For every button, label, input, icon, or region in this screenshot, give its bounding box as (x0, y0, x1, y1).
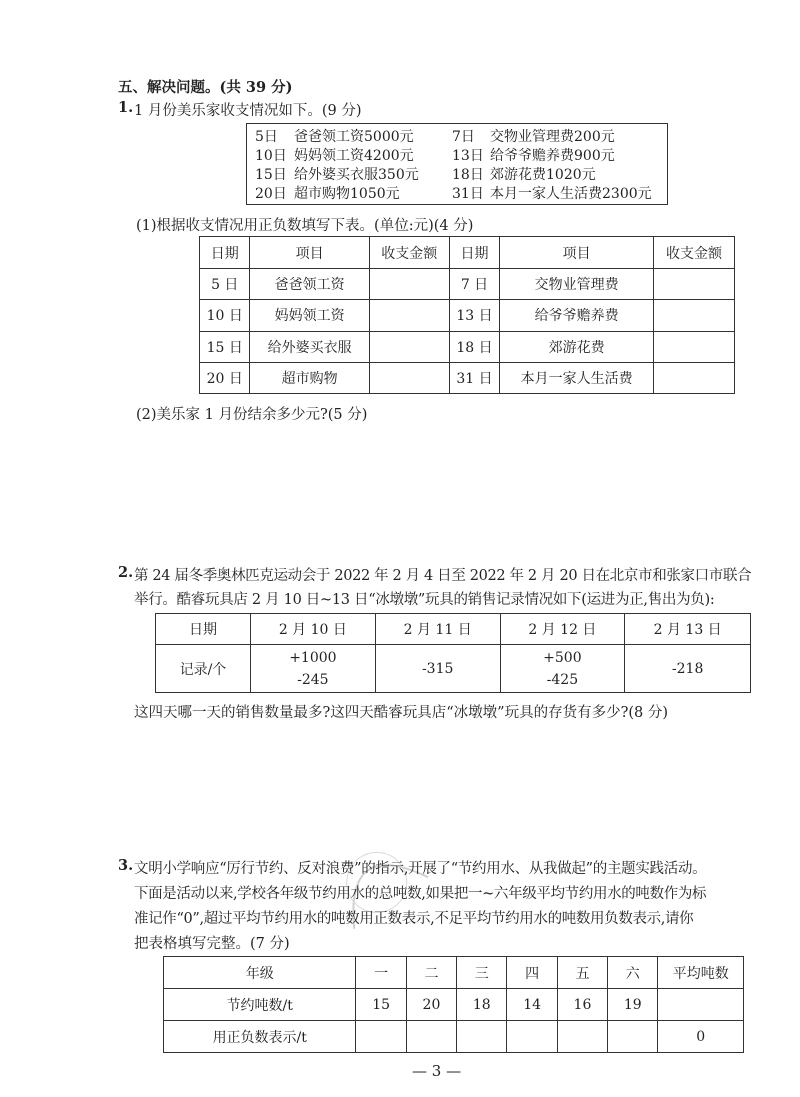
q3-row2-input[interactable] (507, 1021, 557, 1053)
q2-th-day-4: 2 月 13 日 (625, 614, 751, 645)
q1-th-date: 日期 (200, 237, 250, 269)
q1-box-item-8: 本月一家人生活费2300元 (490, 186, 652, 202)
q1-cell-date: 20 日 (200, 362, 250, 393)
q1-th-item-2: 项目 (500, 237, 654, 269)
q3-row2-label: 用正负数表示/t (164, 1021, 356, 1053)
q1-cell-date: 15 日 (200, 331, 250, 362)
q1-cell-item: 交物业管理费 (500, 269, 654, 300)
q1-box-item-3: 妈妈领工资4200元 (294, 148, 414, 164)
q1-th-date-2: 日期 (449, 237, 499, 269)
q2-line2: 举行。酷睿玩具店 2 月 10 日~13 日“冰墩墩”玩具的销售记录情况如下(运进为正,售出为负): (134, 592, 715, 608)
q3-number: 3. (118, 857, 134, 874)
q3-row1-cell: 19 (608, 989, 658, 1021)
q3-row1-label: 节约吨数/t (164, 989, 356, 1021)
q3-row2-average: 0 (658, 1021, 744, 1053)
q1-th-item: 项目 (250, 237, 369, 269)
q1-box-date-2: 7日 (452, 129, 475, 145)
q1-cell-date: 5 日 (200, 269, 250, 300)
q1-th-amount-2: 收支金额 (654, 237, 735, 269)
q1-cell-item: 给外婆买衣服 (250, 331, 369, 362)
q2-record-day-2 (375, 645, 500, 693)
q3-th-g4: 四 (507, 957, 557, 989)
q1-box-item-4: 给爷爷赡养费900元 (490, 148, 615, 164)
q3-th-g5: 五 (557, 957, 607, 989)
q1-box-item-5: 给外婆买衣服350元 (294, 167, 419, 183)
q3-row1-cell: 16 (557, 989, 607, 1021)
q3-th-average: 平均吨数 (658, 957, 744, 989)
q1-cell-item: 爸爸领工资 (250, 269, 369, 300)
q2-answer-area[interactable] (134, 725, 754, 835)
q2-th-day-3: 2 月 12 日 (500, 614, 625, 645)
q3-th-g6: 六 (608, 957, 658, 989)
q1-cell-amount-input[interactable] (654, 362, 735, 393)
q3-row1-cell: 18 (457, 989, 507, 1021)
q1-box-date-7: 20日 (255, 186, 287, 202)
q2-th-day-1: 2 月 10 日 (250, 614, 375, 645)
q3-row1-cell: 15 (356, 989, 406, 1021)
q3-row1-cell: 14 (507, 989, 557, 1021)
q1-cell-date: 31 日 (449, 362, 499, 393)
q3-row2-input[interactable] (457, 1021, 507, 1053)
q1-cell-date: 13 日 (449, 300, 499, 331)
q1-cell-item: 给爷爷赡养费 (500, 300, 654, 331)
q2-number: 2. (118, 564, 134, 581)
q1-cell-amount-input[interactable] (654, 269, 735, 300)
q2-record-day-3 (500, 645, 625, 693)
q1-box-date-8: 31日 (452, 186, 484, 202)
q1-sub1: (1)根据收支情况用正负数填写下表。(单位:元)(4 分) (136, 218, 474, 234)
q1-title: 1 月份美乐家收支情况如下。(9 分) (134, 103, 362, 119)
q2-record-value: -315 (421, 660, 454, 677)
q1-box-date-6: 18日 (452, 167, 484, 183)
q1-box-item-7: 超市购物1050元 (294, 186, 400, 202)
q1-cell-date: 10 日 (200, 300, 250, 331)
q2-th-date: 日期 (156, 614, 251, 645)
q1-cell-item: 郊游花费 (500, 331, 654, 362)
q3-row1-average-input[interactable] (658, 989, 744, 1021)
q2-record-value: -218 (671, 660, 704, 677)
q3-line1: 文明小学响应“厉行节约、反对浪费”的指示,开展了“节约用水、从我做起”的主题实践活动。 (134, 861, 707, 877)
q1-number: 1. (118, 99, 134, 116)
q1-box-date-5: 15日 (255, 167, 287, 183)
q3-row2-input[interactable] (406, 1021, 456, 1053)
q1-sub2: (2)美乐家 1 月份结余多少元?(5 分) (136, 407, 368, 423)
q1-cell-item: 本月一家人生活费 (500, 362, 654, 393)
q3-row2-input[interactable] (557, 1021, 607, 1053)
q2-record-value: +1000 (289, 649, 337, 666)
q1-cell-amount-input[interactable] (369, 331, 449, 362)
q1-box-item-6: 郊游花费1020元 (490, 167, 596, 183)
q1-cell-amount-input[interactable] (369, 269, 449, 300)
q1-table (199, 236, 735, 394)
q3-row2-input[interactable] (356, 1021, 406, 1053)
q1-cell-amount-input[interactable] (654, 331, 735, 362)
q1-box-date-3: 10日 (255, 148, 287, 164)
q1-cell-item: 妈妈领工资 (250, 300, 369, 331)
q3-th-grade: 年级 (164, 957, 356, 989)
q1-cell-item: 超市购物 (250, 362, 369, 393)
q2-table (155, 613, 751, 693)
q3-row2-input[interactable] (608, 1021, 658, 1053)
q1-box-item-1: 爸爸领工资5000元 (294, 129, 414, 145)
q3-row1-cell: 20 (406, 989, 456, 1021)
q1-cell-date: 7 日 (449, 269, 499, 300)
q3-th-g1: 一 (356, 957, 406, 989)
q3-line3: 准记作“0”,超过平均节约用水的吨数用正数表示,不足平均节约用水的吨数用负数表示,请你 (134, 911, 694, 927)
q1-cell-amount-input[interactable] (369, 362, 449, 393)
q2-th-day-2: 2 月 11 日 (375, 614, 500, 645)
q3-th-g2: 二 (406, 957, 456, 989)
q3-line2: 下面是活动以来,学校各年级节约用水的总吨数,如果把一~六年级平均节约用水的吨数作为标 (134, 886, 707, 902)
q1-cell-amount-input[interactable] (654, 300, 735, 331)
page-number: — 3 — (412, 1062, 462, 1080)
q1-th-amount: 收支金额 (369, 237, 449, 269)
q2-record-day-4 (625, 645, 751, 693)
section-title: 五、解决问题。(共 39 分) (118, 79, 293, 96)
q2-record-value: +500 (543, 649, 582, 666)
q2-record-value: -425 (546, 671, 579, 688)
q3-line4: 把表格填写完整。(7 分) (134, 936, 290, 952)
q1-box-item-2: 交物业管理费200元 (490, 129, 615, 145)
q1-cell-date: 18 日 (449, 331, 499, 362)
q2-record-value: -245 (297, 671, 329, 688)
q1-cell-amount-input[interactable] (369, 300, 449, 331)
q2-row-label: 记录/个 (156, 645, 251, 693)
q1-answer-area[interactable] (136, 428, 756, 548)
q2-record-day-1 (250, 645, 375, 693)
q3-th-g3: 三 (457, 957, 507, 989)
q1-box-date-4: 13日 (452, 148, 484, 164)
q2-line1: 第 24 届冬季奥林匹克运动会于 2022 年 2 月 4 日至 2022 年 2 月 20 日在北京市和张家口市联合 (134, 568, 752, 584)
q1-box-date-1: 5日 (255, 129, 278, 145)
q3-table (163, 956, 744, 1053)
q2-question: 这四天哪一天的销售数量最多?这四天酷睿玩具店“冰墩墩”玩具的存货有多少?(8 分) (134, 705, 669, 721)
